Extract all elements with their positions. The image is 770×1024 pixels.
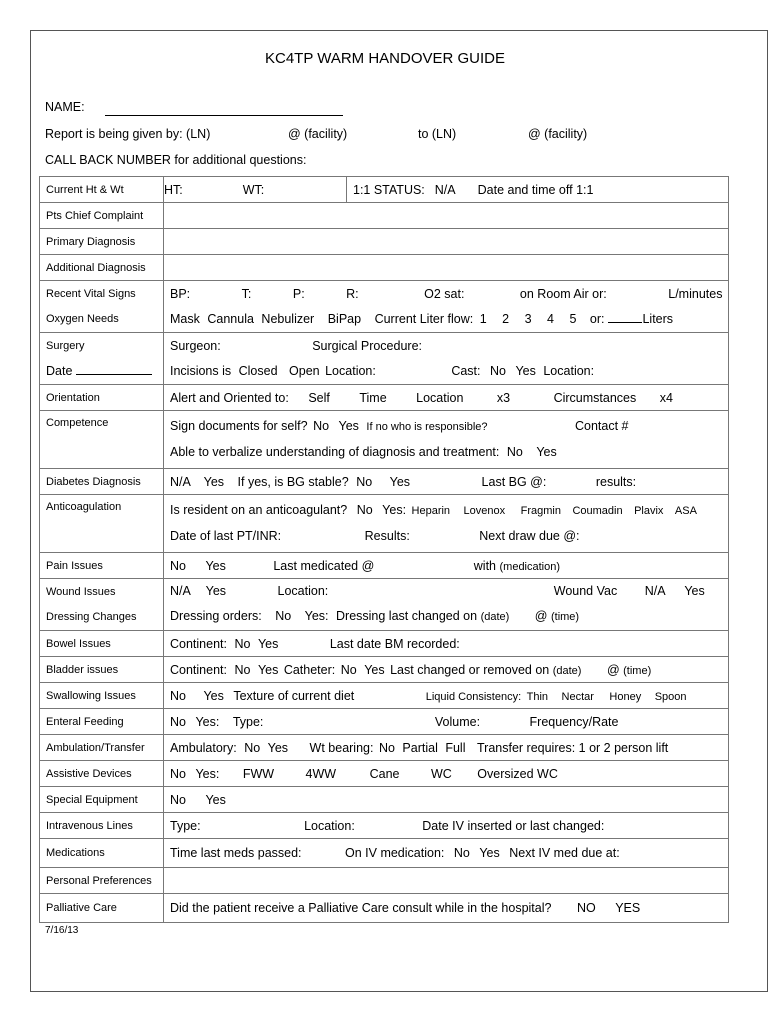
pain-no[interactable]: No bbox=[170, 558, 186, 573]
wc-option[interactable]: WC bbox=[430, 766, 452, 781]
dressing-at: @ bbox=[534, 609, 548, 623]
diet-texture-label: Texture of current diet bbox=[233, 688, 355, 703]
wt-bearing-partial[interactable]: Partial bbox=[402, 740, 438, 755]
heparin-option[interactable]: Heparin bbox=[411, 505, 451, 517]
row-bowel bbox=[40, 631, 729, 657]
row-pain bbox=[40, 553, 729, 579]
wound-location-label: Location: bbox=[277, 584, 329, 598]
enteral-volume-label: Volume: bbox=[434, 714, 481, 729]
plavix-option[interactable]: Plavix bbox=[634, 505, 664, 517]
oriented-time[interactable]: Time bbox=[359, 390, 387, 405]
ht-wt-cell[interactable] bbox=[164, 177, 729, 203]
flow-3[interactable]: 3 bbox=[524, 311, 532, 326]
row-bladder bbox=[40, 657, 729, 683]
cannula-option[interactable]: Cannula bbox=[207, 311, 254, 326]
lovenox-option[interactable]: Lovenox bbox=[463, 505, 506, 517]
row-label: Primary Diagnosis bbox=[40, 229, 164, 255]
date-time-off: Date and time off 1:1 bbox=[477, 182, 594, 197]
liter-flow-label: Current Liter flow: bbox=[374, 311, 474, 326]
surgery-label: Surgery bbox=[46, 339, 85, 352]
row-label bbox=[40, 281, 164, 333]
row-label: Enteral Feeding bbox=[40, 709, 164, 735]
row-label: Bowel Issues bbox=[40, 631, 164, 657]
temp-label: T: bbox=[241, 286, 252, 301]
catheter-date-label: (date) bbox=[552, 664, 582, 677]
row-diabetes bbox=[40, 469, 729, 495]
o2-sat-label: O2 sat: bbox=[424, 286, 465, 301]
row-current-ht-wt bbox=[40, 177, 729, 203]
pain-field[interactable] bbox=[164, 553, 729, 579]
fww-option[interactable]: FWW bbox=[242, 766, 275, 781]
enteral-type-label: Type: bbox=[232, 714, 264, 729]
surgery-date-blank[interactable] bbox=[76, 374, 152, 375]
responsible-label: If no who is responsible? bbox=[366, 421, 488, 433]
oriented-x3[interactable]: x3 bbox=[496, 390, 511, 405]
revision-date: 7/16/13 bbox=[45, 925, 79, 936]
bp-label: BP: bbox=[170, 286, 191, 301]
liters-minute-label: L/minutes bbox=[668, 286, 723, 301]
ambulatory-label: Ambulatory: bbox=[170, 740, 237, 755]
pain-yes[interactable]: Yes bbox=[205, 558, 226, 573]
ambulation-field[interactable] bbox=[164, 735, 729, 761]
oriented-circumstances[interactable]: Circumstances bbox=[553, 390, 637, 405]
last-bm-label: Last date BM recorded: bbox=[329, 636, 460, 651]
wt-bearing-label: Wt bearing: bbox=[309, 740, 374, 755]
bladder-field[interactable] bbox=[164, 657, 729, 683]
cast-label: Cast: bbox=[451, 363, 481, 378]
flow-2[interactable]: 2 bbox=[502, 311, 510, 326]
iv-date-label: Date IV inserted or last changed: bbox=[422, 818, 605, 833]
incision-open[interactable]: Open bbox=[289, 363, 320, 378]
preferences-field[interactable] bbox=[164, 868, 729, 894]
ambulatory-no[interactable]: No bbox=[244, 740, 261, 755]
row-label: Special Equipment bbox=[40, 787, 164, 813]
row-orientation bbox=[40, 385, 729, 411]
verbalize-no[interactable]: No bbox=[506, 445, 523, 459]
chief-complaint-field[interactable] bbox=[164, 203, 729, 229]
anticoag-yes[interactable]: Yes: bbox=[382, 503, 407, 517]
row-medications bbox=[40, 839, 729, 868]
fragmin-option[interactable]: Fragmin bbox=[520, 505, 561, 517]
wound-label: Wound Issues bbox=[46, 585, 116, 598]
bladder-yes[interactable]: Yes bbox=[257, 662, 279, 677]
form-title: KC4TP WARM HANDOVER GUIDE bbox=[264, 50, 506, 67]
last-medicated-label: Last medicated @ bbox=[273, 558, 375, 573]
dressing-orders-label: Dressing orders: bbox=[170, 609, 262, 623]
row-competence bbox=[40, 411, 729, 469]
bg-stable-yes[interactable]: Yes bbox=[389, 474, 411, 489]
wound-yes[interactable]: Yes bbox=[205, 584, 227, 598]
next-iv-med-label: Next IV med due at: bbox=[509, 846, 620, 860]
primary-diagnosis-field[interactable] bbox=[164, 229, 729, 255]
anticoag-question: Is resident on an anticoagulant? bbox=[170, 503, 348, 517]
name-blank[interactable] bbox=[105, 115, 343, 116]
diabetes-yes[interactable]: Yes bbox=[203, 474, 225, 489]
row-label: Swallowing Issues bbox=[40, 683, 164, 709]
bowel-yes[interactable]: Yes bbox=[257, 636, 279, 651]
row-label: Assistive Devices bbox=[40, 761, 164, 787]
catheter-changed-label: Last changed or removed on bbox=[390, 662, 550, 677]
palliative-field[interactable] bbox=[164, 894, 729, 923]
row-assistive bbox=[40, 761, 729, 787]
special-no[interactable]: No bbox=[170, 792, 186, 807]
incision-location-label: Location: bbox=[325, 363, 376, 378]
surgical-procedure-label: Surgical Procedure: bbox=[312, 338, 422, 353]
status-na: N/A bbox=[434, 182, 456, 197]
enteral-no[interactable]: No bbox=[170, 714, 186, 729]
row-label: Competence bbox=[40, 411, 164, 469]
special-yes[interactable]: Yes bbox=[205, 792, 226, 807]
catheter-label: Catheter: bbox=[283, 662, 336, 677]
verbalize-label: Able to verbalize understanding of diagnosis and treatment: bbox=[170, 445, 500, 459]
oxygen-label: Oxygen Needs bbox=[46, 312, 119, 325]
bowel-field[interactable] bbox=[164, 631, 729, 657]
handover-table bbox=[39, 176, 729, 923]
room-air-label: on Room Air or: bbox=[519, 286, 607, 301]
4ww-option[interactable]: 4WW bbox=[305, 766, 337, 781]
row-label: Palliative Care bbox=[40, 894, 164, 923]
pulse-label: P: bbox=[292, 286, 305, 301]
bowel-continent-label: Continent: bbox=[170, 636, 227, 651]
catheter-no[interactable]: No bbox=[340, 662, 357, 677]
iv-type-label: Type: bbox=[170, 818, 201, 833]
diabetes-na[interactable]: N/A bbox=[170, 474, 191, 489]
cast-no[interactable]: No bbox=[490, 363, 506, 378]
row-label: Diabetes Diagnosis bbox=[40, 469, 164, 495]
swallow-no[interactable]: No bbox=[170, 688, 186, 703]
oversized-wc-option[interactable]: Oversized WC bbox=[477, 766, 558, 781]
assistive-no[interactable]: No bbox=[170, 766, 186, 781]
name-label: NAME: bbox=[45, 100, 85, 114]
flow-1[interactable]: 1 bbox=[479, 311, 487, 326]
row-special-equipment bbox=[40, 787, 729, 813]
next-draw-label: Next draw due @: bbox=[479, 529, 580, 543]
wt-label: WT: bbox=[242, 182, 265, 197]
liters-blank[interactable] bbox=[608, 322, 642, 323]
last-pt-inr-label: Date of last PT/INR: bbox=[170, 529, 282, 543]
surgery-date-label: Date bbox=[46, 363, 73, 378]
to-facility: @ (facility) bbox=[528, 127, 588, 141]
row-label: Bladder issues bbox=[40, 657, 164, 683]
oriented-location[interactable]: Location bbox=[416, 390, 464, 405]
enteral-field[interactable] bbox=[164, 709, 729, 735]
nectar-option[interactable]: Nectar bbox=[561, 690, 594, 703]
vitals-label: Recent Vital Signs bbox=[46, 287, 136, 300]
cane-option[interactable]: Cane bbox=[369, 766, 400, 781]
enteral-frequency-label: Frequency/Rate bbox=[529, 714, 619, 729]
assistive-field[interactable] bbox=[164, 761, 729, 787]
row-vitals bbox=[40, 281, 729, 333]
row-swallowing bbox=[40, 683, 729, 709]
nebulizer-option[interactable]: Nebulizer bbox=[261, 311, 315, 326]
enteral-yes[interactable]: Yes: bbox=[195, 714, 220, 729]
dressing-last-changed: Dressing last changed on bbox=[336, 609, 478, 623]
surgeon-label: Surgeon: bbox=[170, 338, 221, 353]
row-label: Additional Diagnosis bbox=[40, 255, 164, 281]
to-ln: to (LN) bbox=[418, 127, 457, 141]
sign-no[interactable]: No bbox=[313, 419, 330, 433]
bladder-no[interactable]: No bbox=[234, 662, 251, 677]
call-back-number: CALL BACK NUMBER for additional questions: bbox=[45, 153, 307, 167]
flow-5[interactable]: 5 bbox=[569, 311, 577, 326]
swallow-yes[interactable]: Yes bbox=[203, 688, 224, 703]
medication-label: (medication) bbox=[499, 560, 561, 573]
resp-label: R: bbox=[346, 286, 359, 301]
flow-4[interactable]: 4 bbox=[547, 311, 554, 326]
row-label: Intravenous Lines bbox=[40, 813, 164, 839]
ht-label: HT: bbox=[164, 182, 183, 197]
last-meds-label: Time last meds passed: bbox=[170, 846, 302, 860]
liquid-consistency-label: Liquid Consistency: bbox=[425, 690, 522, 703]
with-label: with bbox=[473, 558, 497, 573]
catheter-at: @ bbox=[606, 662, 620, 677]
row-label bbox=[40, 333, 164, 385]
bg-results-label: results: bbox=[595, 474, 637, 489]
contact-label: Contact # bbox=[574, 419, 629, 433]
verbalize-yes[interactable]: Yes bbox=[536, 445, 557, 459]
dressing-no[interactable]: No bbox=[275, 609, 292, 623]
iv-medication-label: On IV medication: bbox=[345, 846, 445, 860]
bg-stable-label: If yes, is BG stable? bbox=[237, 474, 349, 489]
row-label: Orientation bbox=[40, 385, 164, 411]
orientation-field[interactable] bbox=[164, 385, 729, 411]
dressing-label: Dressing Changes bbox=[46, 610, 137, 623]
mask-option[interactable]: Mask bbox=[170, 311, 200, 326]
iv-med-yes[interactable]: Yes bbox=[479, 846, 500, 860]
liters-label: Liters bbox=[642, 311, 674, 326]
wound-vac-label: Wound Vac bbox=[553, 584, 618, 598]
incision-closed[interactable]: Closed bbox=[238, 363, 278, 378]
row-palliative bbox=[40, 894, 729, 923]
asa-option[interactable]: ASA bbox=[674, 505, 697, 517]
transfer-requires: Transfer requires: 1 or 2 person lift bbox=[476, 740, 669, 755]
cast-yes[interactable]: Yes bbox=[515, 363, 536, 378]
assistive-yes[interactable]: Yes: bbox=[195, 766, 220, 781]
dressing-date-label: (date) bbox=[480, 611, 510, 623]
bladder-continent-label: Continent: bbox=[170, 662, 227, 677]
row-label: Pain Issues bbox=[40, 553, 164, 579]
palliative-question: Did the patient receive a Palliative Care consult while in the hospital? bbox=[170, 901, 552, 915]
row-wound bbox=[40, 579, 729, 631]
iv-med-no[interactable]: No bbox=[453, 846, 470, 860]
or-label: or: bbox=[589, 311, 605, 326]
special-equipment-field[interactable] bbox=[164, 787, 729, 813]
wound-vac-na[interactable]: N/A bbox=[644, 584, 665, 598]
wound-field[interactable] bbox=[164, 579, 729, 631]
row-label: Medications bbox=[40, 839, 164, 868]
row-ambulation bbox=[40, 735, 729, 761]
wt-bearing-full[interactable]: Full bbox=[445, 740, 466, 755]
vitals-field[interactable] bbox=[164, 281, 729, 333]
thin-option[interactable]: Thin bbox=[526, 690, 549, 703]
bipap-option[interactable]: BiPap bbox=[327, 311, 362, 326]
iv-location-label: Location: bbox=[304, 818, 355, 833]
wound-na[interactable]: N/A bbox=[170, 584, 191, 598]
report-given-by: Report is being given by: (LN) bbox=[45, 127, 211, 141]
row-enteral bbox=[40, 709, 729, 735]
medications-field[interactable] bbox=[164, 839, 729, 868]
iv-field[interactable] bbox=[164, 813, 729, 839]
spoon-option[interactable]: Spoon bbox=[654, 690, 687, 703]
sign-yes[interactable]: Yes bbox=[338, 419, 359, 433]
cast-location-label: Location: bbox=[543, 363, 595, 378]
catheter-time-label: (time) bbox=[623, 664, 652, 677]
palliative-yes[interactable]: YES bbox=[615, 901, 641, 915]
ambulatory-yes[interactable]: Yes bbox=[267, 740, 289, 755]
last-bg-label: Last BG @: bbox=[481, 474, 547, 489]
competence-field[interactable] bbox=[164, 411, 729, 469]
row-label: Anticoagulation bbox=[40, 495, 164, 553]
row-label: Pts Chief Complaint bbox=[40, 203, 164, 229]
incisions-label: Incisions is bbox=[170, 363, 232, 378]
row-label: Ambulation/Transfer bbox=[40, 735, 164, 761]
diabetes-field[interactable] bbox=[164, 469, 729, 495]
oriented-x4[interactable]: x4 bbox=[659, 390, 673, 405]
palliative-no[interactable]: NO bbox=[576, 901, 596, 915]
row-anticoagulation bbox=[40, 495, 729, 553]
surgery-field[interactable] bbox=[164, 333, 729, 385]
honey-option[interactable]: Honey bbox=[609, 690, 642, 703]
row-label bbox=[40, 579, 164, 631]
row-chief-complaint bbox=[40, 203, 729, 229]
dressing-time-label: (time) bbox=[550, 611, 580, 623]
row-primary-diagnosis bbox=[40, 229, 729, 255]
additional-diagnosis-field[interactable] bbox=[164, 255, 729, 281]
status-label: 1:1 STATUS: bbox=[353, 182, 425, 197]
oriented-self[interactable]: Self bbox=[308, 390, 330, 405]
from-facility: @ (facility) bbox=[288, 127, 348, 141]
anticoagulation-field[interactable] bbox=[164, 495, 729, 553]
anticoag-no[interactable]: No bbox=[356, 503, 373, 517]
bg-stable-no[interactable]: No bbox=[356, 474, 373, 489]
catheter-yes[interactable]: Yes bbox=[364, 662, 385, 677]
alert-oriented-label: Alert and Oriented to: bbox=[170, 390, 289, 405]
inr-results-label: Results: bbox=[364, 529, 410, 543]
row-label: Personal Preferences bbox=[40, 868, 164, 894]
coumadin-option[interactable]: Coumadin bbox=[572, 505, 623, 517]
row-preferences bbox=[40, 868, 729, 894]
wound-vac-yes[interactable]: Yes bbox=[684, 584, 705, 598]
row-surgery bbox=[40, 333, 729, 385]
wt-bearing-no[interactable]: No bbox=[378, 740, 395, 755]
row-label: Current Ht & Wt bbox=[40, 177, 164, 203]
row-additional-diagnosis bbox=[40, 255, 729, 281]
dressing-yes[interactable]: Yes: bbox=[304, 609, 329, 623]
sign-documents-label: Sign documents for self? bbox=[170, 419, 308, 433]
swallowing-field[interactable] bbox=[164, 683, 729, 709]
row-iv bbox=[40, 813, 729, 839]
bowel-no[interactable]: No bbox=[234, 636, 251, 651]
